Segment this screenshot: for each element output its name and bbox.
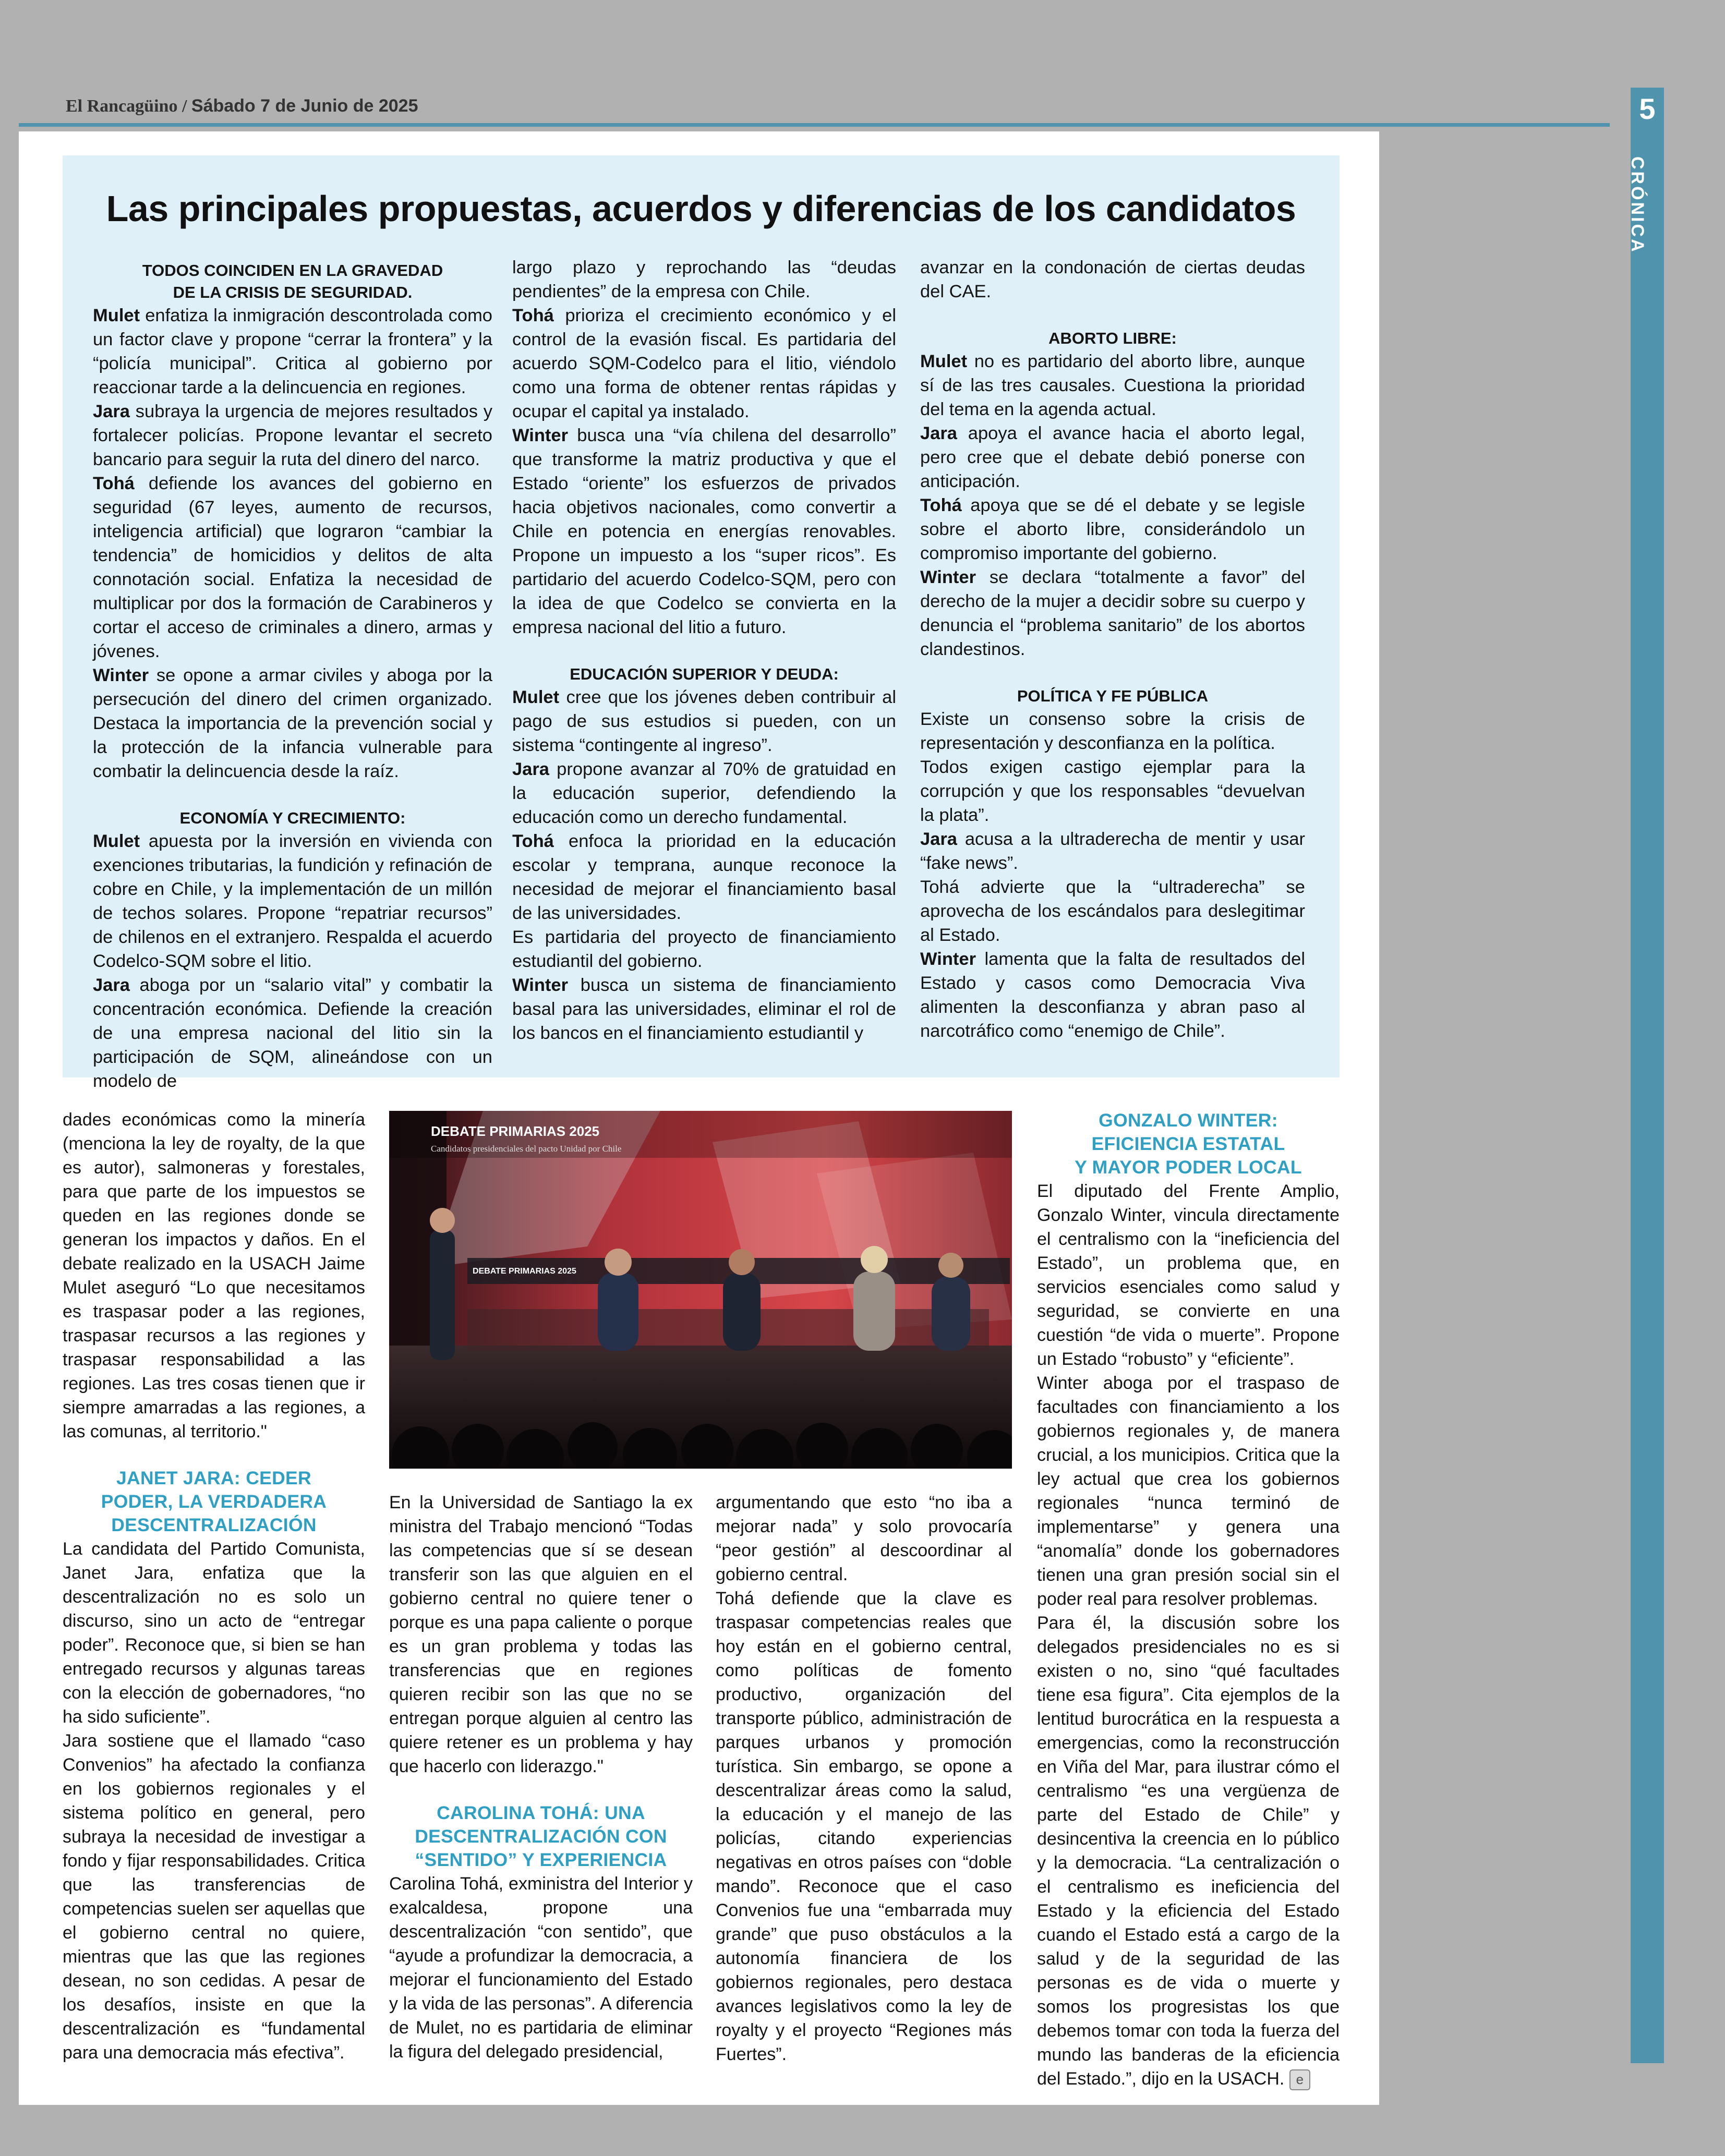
end-of-article-icon: e (1289, 2069, 1310, 2090)
section-heading-education: EDUCACIÓN SUPERIOR Y DEUDA: (570, 665, 839, 683)
article-column-3 (716, 1491, 1012, 2066)
section-label: CRÓNICA (1627, 156, 1647, 254)
paragraph-politics-corruption: Todos exigen castigo ejemplar para la corrupción y que los responsables “devuelvan la plata”. (920, 757, 1305, 825)
section-heading-abortion: ABORTO LIBRE: (1048, 329, 1177, 347)
paragraph-mulet-security: Mulet enfatiza la inmigración descontrolada como un factor clave y propone “cerrar la frontera” y la “policía municipal”. Critica al gobierno por reaccionar tarde a la delincuencia en regiones. (93, 306, 492, 397)
box-headline: Las principales propuestas, acuerdos y diferencias de los candidatos (106, 188, 1296, 229)
photo-banner-subtitle: Candidatos presidenciales del pacto Unidad por Chile (431, 1144, 622, 1154)
box-column-1 (93, 260, 492, 1093)
paragraph-jara-education: Jara propone avanzar al 70% de gratuidad en la educación superior, defendiendo la educación como un derecho fundamental. (512, 759, 896, 827)
paragraph-politics-consensus: Existe un consenso sobre la crisis de representación y desconfianza en la política. (920, 709, 1305, 753)
paragraph-toha-intro: Carolina Tohá, exministra del Interior y exalcaldesa, propone una descentralización “con sentido”, que “ayude a profundizar la democracia, a mejorar el funcionamiento del Estado y la vida de las personas”. A diferencia de Mulet, no es partidaria de eliminar la figura del delegado presidencial, (389, 1874, 693, 2062)
debate-photo (389, 1111, 1012, 1469)
paragraph-jara-economy: Jara aboga por un “salario vital” y combatir la concentración económica. Defiende la creación de una empresa nacional del litio sin la participación de SQM, alineándose con un modelo de (93, 975, 492, 1091)
subheading-toha: CAROLINA TOHÁ: UNA DESCENTRALIZACIÓN CON “SENTIDO” Y EXPERIENCIA (415, 1802, 667, 1870)
subheading-jara: JANET JARA: CEDER PODER, LA VERDADERA DESCENTRALIZACIÓN (101, 1468, 327, 1535)
paragraph-winter-security: Winter se opone a armar civiles y aboga por la persecución del dinero del crimen organizado. Destaca la importancia de la prevención social y la protección de la infancia vulnerable para combatir la delincuencia desde la raíz. (93, 665, 492, 781)
paragraph-jara-intro: La candidata del Partido Comunista, Janet Jara, enfatiza que la descentralización no es solo un discurso, sino un acto de “entregar poder”. Reconoce que, si bien se han entregado recursos y algunas tareas con la elección de gobernadores, “no ha sido suficiente”. (63, 1539, 365, 1727)
article-column-4 (1037, 1109, 1340, 2091)
publication-name: El Rancagüino / (66, 96, 187, 116)
page-header (66, 96, 418, 116)
article-column-2 (389, 1491, 693, 2064)
section-heading-security: TODOS COINCIDEN EN LA GRAVEDAD DE LA CRISIS DE SEGURIDAD. (142, 261, 443, 301)
paragraph-mulet-education: Mulet cree que los jóvenes deben contribuir al pago de sus estudios si pueden, con un sistema “contingente al ingreso”. (512, 687, 896, 755)
paragraph-toha-politics: Tohá advierte que la “ultraderecha” se aprovecha de los escándalos para deslegitimar al Estado. (920, 877, 1305, 945)
paragraph-winter-quote: Para él, la discusión sobre los delegados presidenciales no es si existen o no, sino “qué facultades tiene esa figura”. Cita ejemplos de la lentitud burocrática en la respuesta a emergencias, como la reconstrucción en Viña del Mar, para ilustrar cómo el centralismo “es una vergüenza de parte del Estado de Chile” y desincentiva la creencia en lo público y la democracia. “La centralización o el centralismo es ineficiencia del Estado y la eficiencia del Estado cuando el Estado está a cargo de la salud y de la seguridad de las personas es de vida o muerte y somos los progresistas los que debemos tomar con toda la fuerza del mundo las banderas de la eficiencia del Estado.”, dijo en la USACH. e (1037, 1611, 1340, 2091)
paragraph-winter-intro: El diputado del Frente Amplio, Gonzalo Winter, vincula directamente el centralismo con la “ineficiencia del Estado”, un problema que, en servicios esenciales como salud y seguridad, se convierte en una cuestión “de vida o muerte”. Propone un Estado “robusto” y “eficiente”. (1037, 1181, 1340, 1369)
paragraph-toha-education-extra: Es partidaria del proyecto de financiamiento estudiantil del gobierno. (512, 927, 896, 971)
paragraph-mulet-economy: Mulet apuesta por la inversión en vivienda con exenciones tributarias, la fundición y refinación de cobre en Chile, y la implementación de un millón de techos solares. Propone “repatriar recursos” de chilenos en el extranjero. Respalda el acuerdo Codelco-SQM sobre el litio. (93, 831, 492, 971)
paragraph-jara-politics: Jara acusa a la ultraderecha de mentir y usar “fake news”. (920, 829, 1305, 873)
debate-photo-illustration (389, 1111, 1012, 1469)
paragraph-winter-education-cont: avanzar en la condonación de ciertas deudas del CAE. (920, 258, 1305, 301)
paragraph-winter-proposal: Winter aboga por el traspaso de facultades con financiamiento a los gobiernos regionales y, de manera crucial, a los municipios. Critica que la ley actual que crea los gobiernos regionales “nunca terminó de implementarse” y genera una “anomalía” donde los gobernadores tienen una gran presión social sin el poder real para resolver problemas. (1037, 1373, 1340, 1609)
section-heading-economy: ECONOMÍA Y CRECIMIENTO: (179, 809, 406, 827)
paragraph-jara-convenios: Jara sostiene que el llamado “caso Convenios” ha afectado la confianza en los gobiernos regionales y el sistema político en general, pero subraya la necesidad de investigar a fondo y fijar responsabilidades. Critica que las transferencias de competencias suelen ser aquellas que el gobierno central no quiere, mientras que las que las regiones desean, no son cedidas. A pesar de los desafíos, insiste en que la descentralización es “fundamental para una democracia más efectiva”. (63, 1731, 365, 2063)
paragraph-winter-abortion: Winter se declara “totalmente a favor” del derecho de la mujer a decidir sobre su cuerpo y denuncia el “problema sanitario” de los abortos clandestinos. (920, 567, 1305, 659)
paragraph-winter-politics: Winter lamenta que la falta de resultados del Estado y casos como Democracia Viva alimenten la desconfianza y abran paso al narcotráfico como “enemigo de Chile”. (920, 949, 1305, 1041)
paragraph-jara-quote: En la Universidad de Santiago la ex ministra del Trabajo mencionó “Todas las competencias que sí se desean transferir son las que alguien en el gobierno central no quiere tener o porque es una papa caliente o porque es un gran problema y todas las transferencias que en regiones quieren recibir son las que no se entregan porque alguien al centro las quiere retener es un problema y hay que hacerlo con liderazgo." (389, 1493, 693, 1776)
box-column-3 (920, 256, 1305, 1043)
subheading-winter: GONZALO WINTER: EFICIENCIA ESTATAL Y MAYOR PODER LOCAL (1075, 1110, 1302, 1178)
paragraph-jara-security: Jara subraya la urgencia de mejores resultados y fortalecer policías. Propone levantar el secreto bancario para seguir la ruta del dinero del narco. (93, 402, 492, 469)
photo-screen-text: DEBATE PRIMARIAS 2025 (473, 1267, 576, 1276)
paragraph-toha-security: Tohá defiende los avances del gobierno en seguridad (67 leyes, aumento de recursos, inteligencia artificial) que lograron “cambiar la tendencia” de homicidios y delitos de alta connotación social. Enfatiza la necesidad de multiplicar por dos la formación de Carabineros y cortar el acceso de criminales a dinero, armas y jóvenes. (93, 474, 492, 661)
issue-date: Sábado 7 de Junio de 2025 (191, 96, 418, 116)
paragraph-toha-economy: Tohá prioriza el crecimiento económico y el control de la evasión fiscal. Es partidaria del acuerdo SQM-Codelco para el litio, viéndolo como una forma de obtener rentas rápidas y ocupar el capital ya instalado. (512, 306, 896, 421)
paragraph-winter-economy: Winter busca una “vía chilena del desarrollo” que transforme la matriz productiva y que el Estado “oriente” los esfuerzos de privados hacia objetivos nacionales, como convertir a Chile en potencia en energías renovables. Propone un impuesto a los “super ricos”. Es partidario del acuerdo Codelco-SQM, pero con la idea de que Codelco se convierta en la empresa nacional del litio a futuro. (512, 426, 896, 637)
paragraph-winter-education: Winter busca un sistema de financiamiento basal para las universidades, eliminar el rol de los bancos en el financiamiento estudiantil y (512, 975, 896, 1043)
photo-banner-title: DEBATE PRIMARIAS 2025 (431, 1123, 600, 1139)
paragraph-toha-education: Tohá enfoca la prioridad en la educación escolar y temprana, aunque reconoce la necesidad de mejorar el financiamiento basal de las universidades. (512, 831, 896, 923)
paragraph-mulet-decentralization: dades económicas como la minería (menciona la ley de royalty, de la que es autor), salmoneras y forestales, para que parte de los impuestos se queden en las regiones donde se generan los impactos y daños. En el debate realizado en la USACH Jaime Mulet aseguró “Lo que necesitamos es traspasar poder a las regiones, traspasar recursos a las regiones y traspasar responsabilidad a las regiones. Las tres cosas tienen que ir siempre amarradas a las regiones, a las comunas, al territorio." (63, 1110, 365, 1442)
page-number: 5 (1639, 92, 1656, 125)
section-tab (1631, 88, 1664, 2063)
header-rule (19, 123, 1610, 127)
paragraph-jara-abortion: Jara apoya el avance hacia el aborto legal, pero cree que el debate debió ponerse con anticipación. (920, 423, 1305, 491)
paragraph-toha-competencies: Tohá defiende que la clave es traspasar competencias reales que hoy están en el gobierno central, como políticas de fomento productivo, organización del transporte público, administración de parques urbanos y promoción turística. Sin embargo, se opone a descentralizar áreas como la salud, la educación y el manejo de las policías, citando experiencias negativas en otros países con “doble mando”. Reconoce que el caso Convenios fue una “embarrada muy grande” que puso obstáculos a la autonomía financiera de los gobiernos regionales, pero destaca avances legislativos como la ley de royalty y el proyecto “Regiones más Fuertes”. (716, 1589, 1012, 2064)
box-column-2 (512, 256, 896, 1045)
section-heading-politics: POLÍTICA Y FE PÚBLICA (1017, 687, 1209, 705)
paragraph-jara-economy-cont: largo plazo y reprochando las “deudas pendientes” de la empresa con Chile. (512, 258, 896, 301)
article-column-1 (63, 1108, 365, 2065)
paragraph-toha-abortion: Tohá apoya que se dé el debate y se legisle sobre el aborto libre, considerándolo un compromiso importante del gobierno. (920, 495, 1305, 563)
paragraph-mulet-abortion: Mulet no es partidario del aborto libre, aunque sí de las tres causales. Cuestiona la prioridad del tema en la agenda actual. (920, 352, 1305, 419)
paragraph-toha-argument: argumentando que esto “no iba a mejorar nada” y solo provocaría “peor gestión” al descoordinar al gobierno central. (716, 1493, 1012, 1584)
